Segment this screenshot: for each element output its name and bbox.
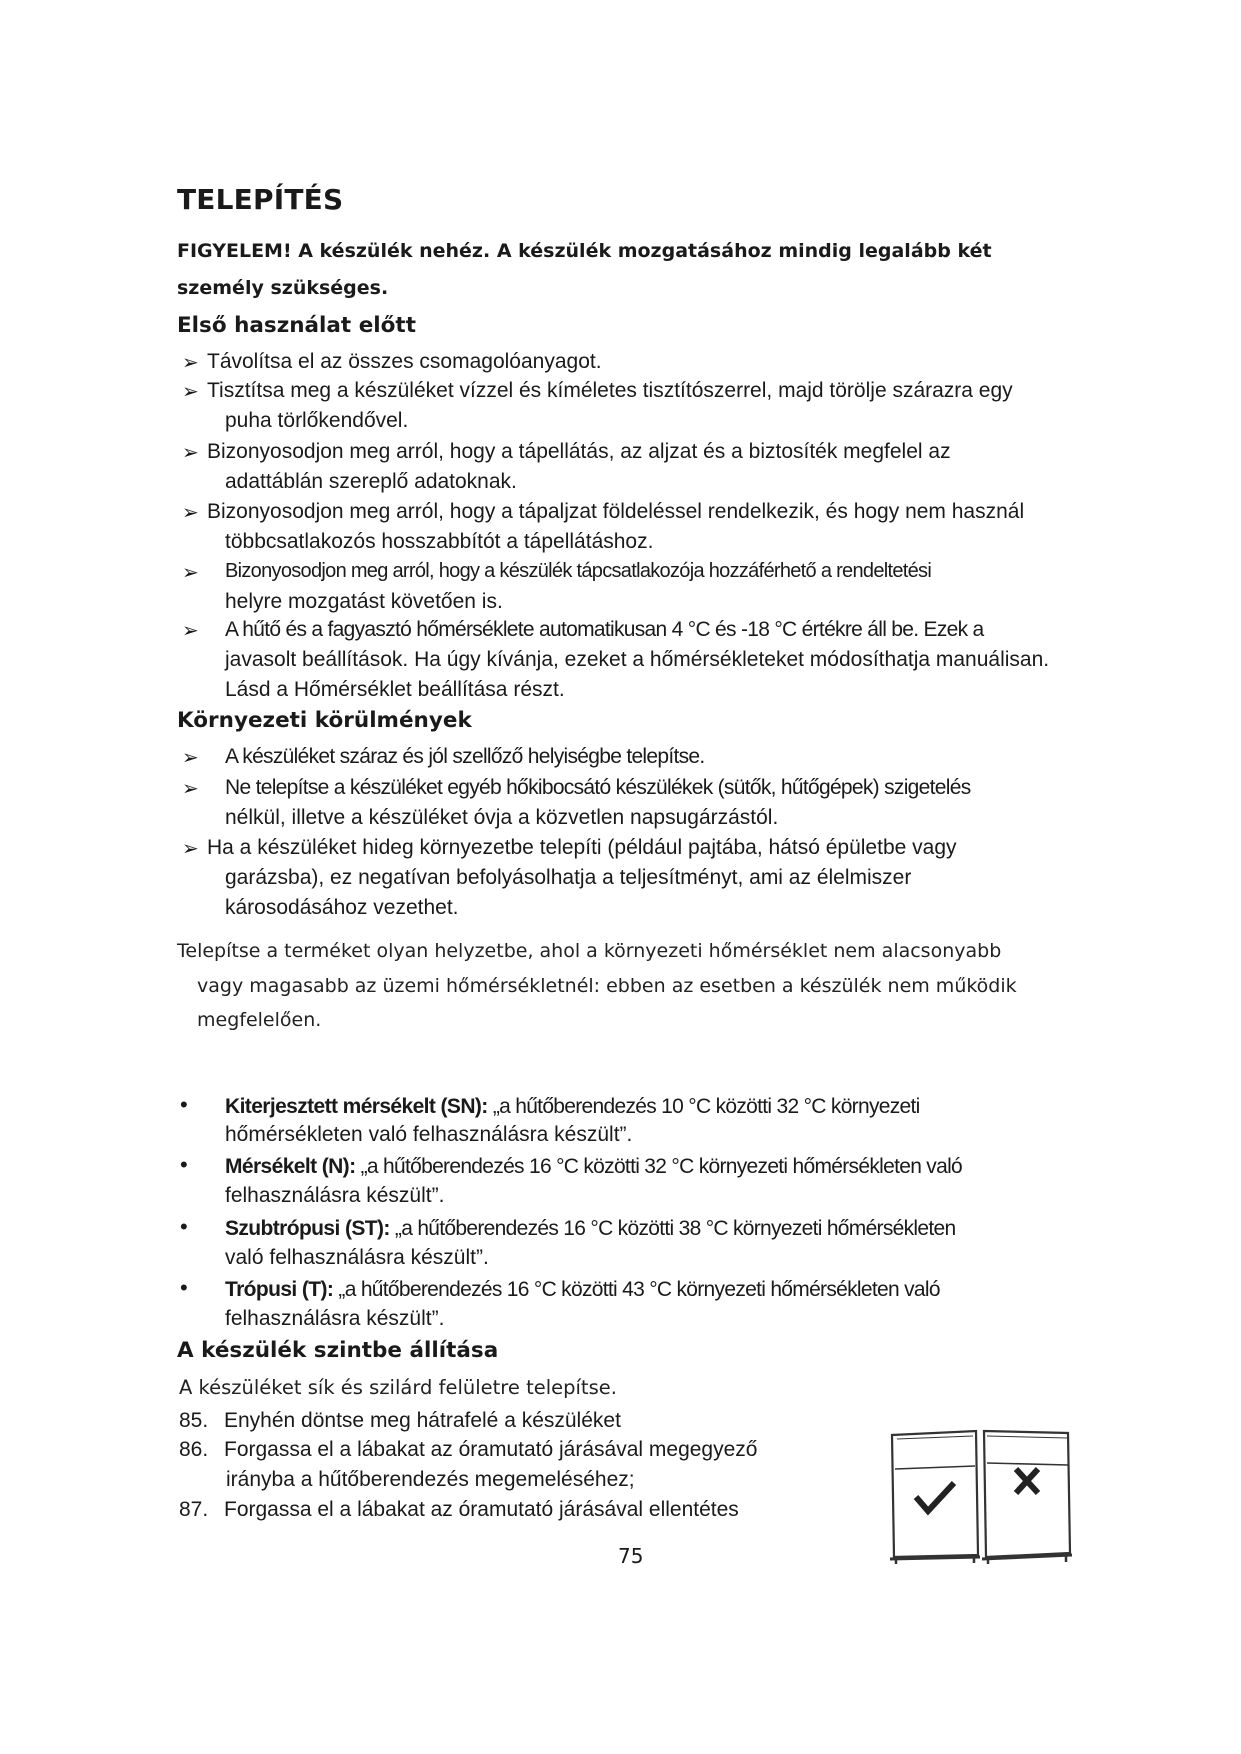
step-number: 87. <box>179 1498 209 1521</box>
bullet-dot-icon: • <box>180 1152 188 1177</box>
section-title-first-use: Első használat előtt <box>177 313 416 338</box>
list-item-continuation: adattáblán szereplő adatoknak. <box>225 470 517 493</box>
climate-label: Trópusi (T): <box>225 1278 334 1301</box>
climate-text-continuation: felhasználásra készült”. <box>225 1184 445 1207</box>
climate-text-continuation: felhasználásra készült”. <box>225 1307 445 1330</box>
arrow-bullet-icon: ➢ <box>182 502 199 524</box>
bullet-dot-icon: • <box>180 1214 188 1239</box>
arrow-bullet-icon: ➢ <box>182 442 199 464</box>
environment-note: megfelelően. <box>197 1009 322 1031</box>
section-title-leveling: A készülék szintbe állítása <box>177 1338 499 1363</box>
list-item: Bizonyosodjon meg arról, hogy a tápellátás, az aljzat és a biztosíték megfelel az <box>207 440 951 463</box>
incorrect-fridge-icon <box>982 1431 1072 1564</box>
arrow-bullet-icon: ➢ <box>182 562 199 584</box>
list-item-continuation: nélkül, illetve a készüléket óvja a közvetlen napsugárzástól. <box>225 806 779 829</box>
list-item: Bizonyosodjon meg arról, hogy a készülék tápcsatlakozója hozzáférhető a rendeltetési <box>225 560 932 582</box>
environment-note: vagy magasabb az üzemi hőmérsékletnél: ebben az esetben a készülék nem működik <box>197 975 1017 997</box>
step-number: 86. <box>179 1438 209 1461</box>
list-item-continuation: károsodásához vezethet. <box>225 896 459 919</box>
leveling-illustration <box>888 1427 1074 1567</box>
climate-class-item <box>225 1155 962 1179</box>
climate-text-continuation: hőmérsékleten való felhasználásra készült”. <box>225 1123 633 1146</box>
list-item-continuation: garázsba), ez negatívan befolyásolhatja a teljesítményt, ami az élelmiszer <box>225 866 912 889</box>
weight-warning: FIGYELEM! A készülék nehéz. A készülék mozgatásához mindig legalább két személy szükséges. <box>177 240 992 299</box>
arrow-bullet-icon: ➢ <box>182 381 199 403</box>
section-title-environment: Környezeti körülmények <box>177 708 472 733</box>
list-item: Távolítsa el az összes csomagolóanyagot. <box>207 350 602 373</box>
climate-label: Szubtrópusi (ST): <box>225 1217 390 1240</box>
arrow-bullet-icon: ➢ <box>182 352 199 374</box>
arrow-bullet-icon: ➢ <box>182 620 199 642</box>
arrow-bullet-icon: ➢ <box>182 747 199 769</box>
page-heading: TELEPÍTÉS <box>177 183 344 216</box>
list-item: Tisztítsa meg a készüléket vízzel és kíméletes tisztítószerrel, majd törölje szárazra egy <box>207 379 1013 402</box>
climate-class-item <box>225 1278 940 1302</box>
step-text: Enyhén döntse meg hátrafelé a készüléket <box>224 1409 621 1432</box>
arrow-bullet-icon: ➢ <box>182 778 199 800</box>
climate-class-item <box>225 1095 920 1119</box>
climate-text: „a hűtőberendezés 16 °C közötti 43 °C környezeti hőmérsékleten való <box>333 1278 940 1301</box>
climate-class-item <box>225 1217 955 1241</box>
step-number: 85. <box>179 1409 209 1432</box>
list-item-continuation: helyre mozgatást követően is. <box>225 590 503 613</box>
climate-text: „a hűtőberendezés 16 °C közötti 38 °C környezeti hőmérsékleten <box>389 1217 956 1240</box>
list-item: Ha a készüléket hideg környezetbe telepíti (például pajtába, hátsó épületbe vagy <box>207 836 957 859</box>
climate-text-continuation: való felhasználásra készült”. <box>225 1246 489 1269</box>
page-number: 75 <box>618 1544 644 1568</box>
bullet-dot-icon: • <box>180 1275 188 1300</box>
list-item: A hűtő és a fagyasztó hőmérséklete automatikusan 4 °C és -18 °C értékre áll be. Ezek a <box>225 618 984 641</box>
climate-label: Mérsékelt (N): <box>225 1155 356 1178</box>
arrow-bullet-icon: ➢ <box>182 838 199 860</box>
bullet-dot-icon: • <box>180 1092 188 1117</box>
correct-fridge-icon <box>890 1431 980 1564</box>
climate-text: „a hűtőberendezés 10 °C közötti 32 °C környezeti <box>487 1095 920 1118</box>
list-item-continuation: puha törlőkendővel. <box>225 409 409 432</box>
climate-text: „a hűtőberendezés 16 °C közötti 32 °C környezeti hőmérsékleten való <box>355 1155 963 1178</box>
list-item-continuation: Lásd a Hőmérséklet beállítása részt. <box>225 678 565 701</box>
list-item: A készüléket száraz és jól szellőző helyiségbe telepítse. <box>225 745 705 768</box>
list-item: Bizonyosodjon meg arról, hogy a tápaljzat földeléssel rendelkezik, és hogy nem használ <box>207 500 1025 523</box>
leveling-intro: A készüléket sík és szilárd felületre telepítse. <box>179 1376 617 1399</box>
environment-note: Telepítse a terméket olyan helyzetbe, ahol a környezeti hőmérséklet nem alacsonyabb <box>177 940 1002 962</box>
step-text: Forgassa el a lábakat az óramutató járásával ellentétes <box>224 1498 739 1521</box>
step-text-continuation: irányba a hűtőberendezés megemeléséhez; <box>226 1468 635 1491</box>
list-item-continuation: többcsatlakozós hosszabbítót a tápellátáshoz. <box>225 530 654 553</box>
list-item-continuation: javasolt beállítások. Ha úgy kívánja, ezeket a hőmérsékleteket módosíthatja manuálisan. <box>225 648 1050 671</box>
step-text: Forgassa el a lábakat az óramutató járásával megegyező <box>224 1438 758 1461</box>
climate-label: Kiterjesztett mérsékelt (SN): <box>225 1095 488 1118</box>
list-item: Ne telepítse a készüléket egyéb hőkibocsátó készülékek (sütők, hűtőgépek) szigetelés <box>225 776 971 799</box>
